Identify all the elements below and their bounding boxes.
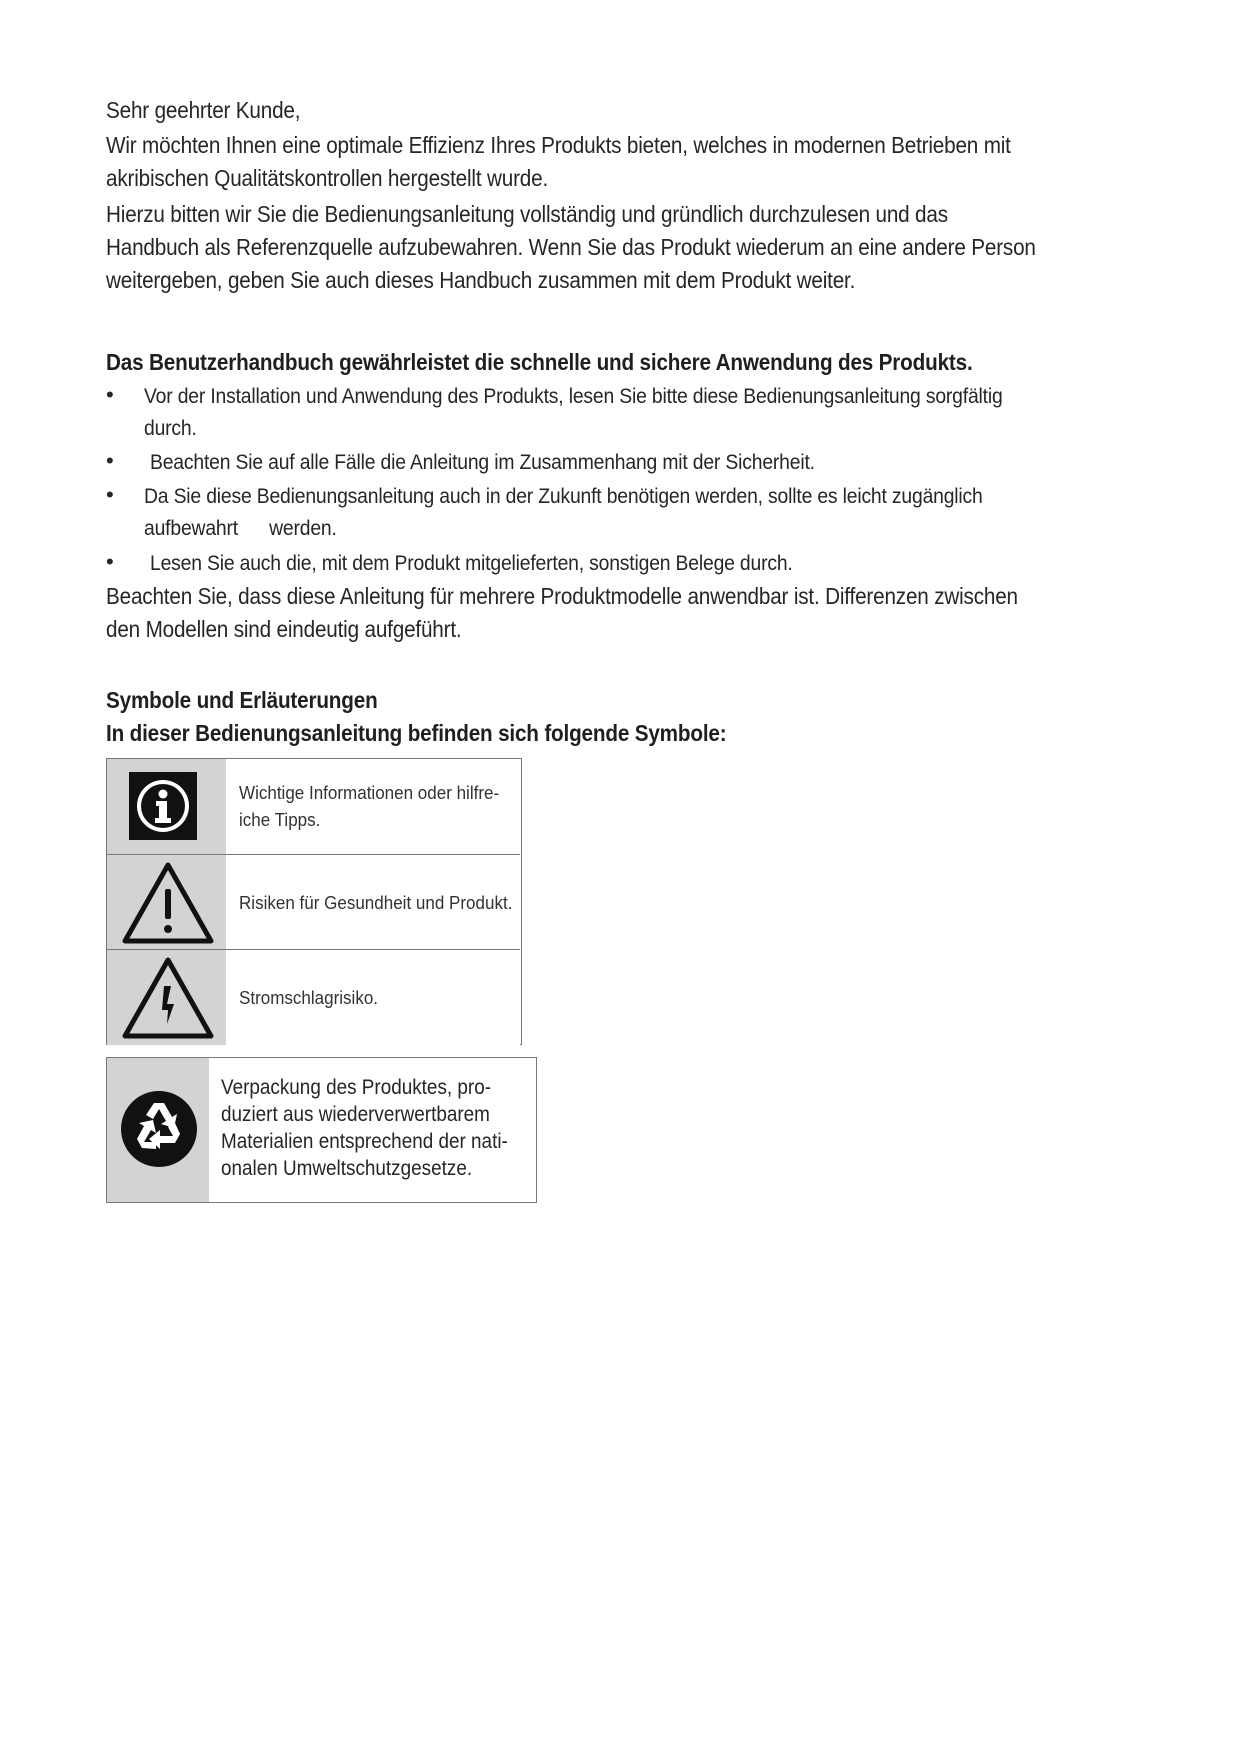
symbol-row-electric — [107, 949, 520, 1045]
manual-heading: Das Benutzerhandbuch gewährleistet die schnelle und sichere Anwendung des Produkts. — [106, 349, 973, 375]
info-text-line-1: Wichtige Informationen oder hilfre- — [239, 782, 500, 803]
recycle-box — [106, 1057, 537, 1203]
intro-paragraph-2-line-1: Hierzu bitten wir Sie die Bedienungsanleitung vollständig und gründlich durchzulesen und das — [106, 201, 948, 227]
recycle-text-line-4: onalen Umweltschutzgesetze. — [221, 1157, 473, 1180]
symbol-row-warning — [107, 854, 520, 950]
greeting: Sehr geehrter Kunde, — [106, 97, 301, 123]
bullet-1-marker: • — [106, 382, 114, 407]
info-text-line-2: iche Tipps. — [239, 809, 321, 830]
warning-text: Risiken für Gesundheit und Produkt. — [239, 892, 513, 913]
bullet-3-marker: • — [106, 482, 114, 507]
warning-icon — [121, 861, 215, 945]
recycle-icon — [120, 1090, 198, 1168]
recycle-text-line-2: duziert aus wiederverwertbarem — [221, 1103, 490, 1126]
intro-paragraph-1-line-1: Wir möchten Ihnen eine optimale Effizienz Ihres Produkts bieten, welches in modernen Betrieben mit — [106, 132, 1011, 158]
bullet-1-line-2: durch. — [144, 416, 197, 440]
recycle-text-line-3: Materialien entsprechend der nati- — [221, 1130, 508, 1153]
recycle-text-line-1: Verpackung des Produktes, pro- — [221, 1076, 492, 1099]
bullet-1-line-1: Vor der Installation und Anwendung des Produkts, lesen Sie bitte diese Bedienungsanleitung sorgfältig — [144, 384, 1003, 408]
symbols-subheading: In dieser Bedienungsanleitung befinden sich folgende Symbole: — [106, 720, 727, 746]
bullet-2-text: Beachten Sie auf alle Fälle die Anleitung im Zusammenhang mit der Sicherheit. — [150, 450, 815, 474]
bullet-4-marker: • — [106, 549, 114, 574]
bullet-3-line-1: Da Sie diese Bedienungsanleitung auch in der Zukunft benötigen werden, sollte es leicht zugänglich — [144, 484, 983, 508]
info-icon — [128, 771, 198, 841]
electric-text: Stromschlagrisiko. — [239, 987, 379, 1008]
models-note-line-1: Beachten Sie, dass diese Anleitung für mehrere Produktmodelle anwendbar ist. Differenzen zwischen — [106, 583, 1018, 609]
models-note-line-2: den Modellen sind eindeutig aufgeführt. — [106, 616, 462, 642]
bullet-4-text: Lesen Sie auch die, mit dem Produkt mitgelieferten, sonstigen Belege durch. — [150, 551, 793, 575]
electric-shock-icon — [121, 956, 215, 1040]
symbols-heading: Symbole und Erläuterungen — [106, 687, 378, 713]
symbols-table — [106, 758, 522, 1045]
intro-paragraph-1-line-2: akribischen Qualitätskontrollen hergestellt wurde. — [106, 165, 549, 191]
intro-paragraph-2-line-3: weitergeben, geben Sie auch dieses Handbuch zusammen mit dem Produkt weiter. — [106, 267, 856, 293]
intro-paragraph-2-line-2: Handbuch als Referenzquelle aufzubewahren. Wenn Sie das Produkt wiederum an eine andere Person — [106, 234, 1036, 260]
symbol-row-info — [107, 759, 520, 854]
bullet-2-marker: • — [106, 448, 114, 473]
bullet-3-line-2: aufbewahrt werden. — [144, 516, 337, 540]
